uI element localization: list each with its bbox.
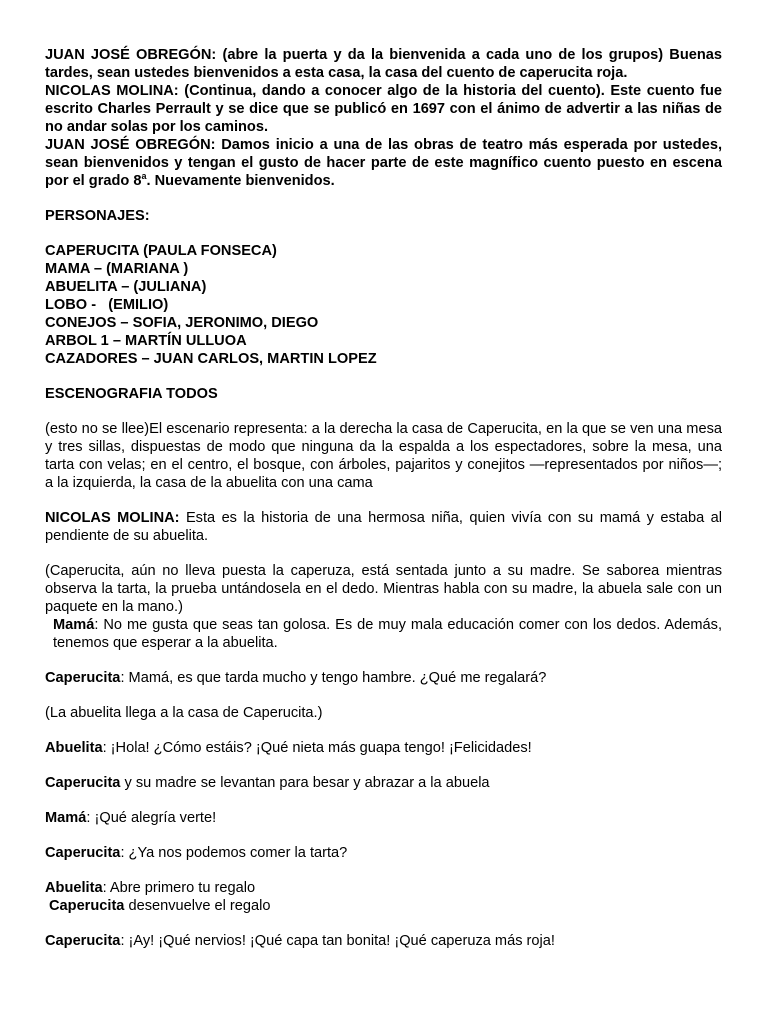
dialogue-text: Esta es la historia de una hermosa niña, quien vivía con su mamá y estaba al pendiente de su abuelita. bbox=[45, 510, 722, 544]
dialogue-line bbox=[45, 932, 722, 950]
character-item: CAPERUCITA (PAULA FONSECA) bbox=[45, 243, 277, 259]
intro-line-2-text: (Continua, dando a conocer algo de la historia del cuento). Este cuento fue escrito Charles Perrault y se dice que se publicó en 1697 con el ánimo de advertir a las niñas de no andar solas por los caminos. bbox=[45, 83, 722, 135]
dialogue-line bbox=[45, 774, 722, 792]
character-item: ABUELITA – (JULIANA) bbox=[45, 279, 207, 295]
dialogue-line bbox=[45, 844, 722, 862]
speaker-caperucita: Caperucita bbox=[45, 845, 121, 861]
dialogue-text: : Mamá, es que tarda mucho y tengo hambre. ¿Qué me regalará? bbox=[120, 670, 547, 686]
speaker-caperucita: Caperucita bbox=[45, 775, 121, 791]
intro-line-3-text: Damos inicio a una de las obras de teatro más esperada por ustedes, sean bienvenidos y tengan el gusto de hacer parte de este magnífico cuento puesto en escena por el grado 8 bbox=[45, 137, 722, 189]
dialogue-text: : ¿Ya nos podemos comer la tarta? bbox=[120, 845, 348, 861]
speaker-caperucita: Caperucita bbox=[49, 898, 125, 914]
speaker-juan-jose: JUAN JOSÉ OBREGÓN: bbox=[45, 137, 216, 153]
document-body bbox=[45, 46, 722, 950]
dialogue-text: y su madre se levantan para besar y abrazar a la abuela bbox=[120, 775, 490, 791]
dialogue-line bbox=[45, 879, 722, 897]
speaker-abuelita: Abuelita bbox=[45, 880, 103, 896]
dialogue-text: : ¡Hola! ¿Cómo estáis? ¡Qué nieta más guapa tengo! ¡Felicidades! bbox=[102, 740, 532, 756]
dialogue-line bbox=[45, 897, 722, 915]
dialogue-text: desenvuelve el regalo bbox=[124, 898, 271, 914]
speaker-caperucita: Caperucita bbox=[45, 670, 121, 686]
character-item: LOBO - (EMILIO) bbox=[45, 297, 169, 313]
speaker-nicolas: NICOLAS MOLINA: bbox=[45, 83, 179, 99]
speaker-juan-jose: JUAN JOSÉ OBREGÓN: bbox=[45, 47, 217, 63]
dialogue-line bbox=[45, 616, 722, 652]
speaker-abuelita: Abuelita bbox=[45, 740, 103, 756]
character-item: ARBOL 1 – MARTÍN ULLUOA bbox=[45, 333, 247, 349]
dialogue-text: : Abre primero tu regalo bbox=[102, 880, 256, 896]
stage-direction: (Caperucita, aún no lleva puesta la caperuza, está sentada junto a su madre. Se saborea mientras observa la tarta, la prueba untándosela en el dedo. Mientras habla con su madre, la abuela sale con un paquete en la mano.) bbox=[45, 563, 722, 615]
speaker-mama: Mamá bbox=[53, 617, 95, 633]
characters-list bbox=[45, 242, 722, 368]
stage-direction: (La abuelita llega a la casa de Caperucita.) bbox=[45, 705, 323, 721]
dialogue-text: : No me gusta que seas tan golosa. Es de muy mala educación comer con los dedos. Además, tenemos que esperar a la abuelita. bbox=[53, 617, 722, 651]
characters-heading: PERSONAJES: bbox=[45, 208, 150, 224]
dialogue-line bbox=[45, 669, 722, 687]
dialogue-line bbox=[45, 739, 722, 757]
dialogue-text: : ¡Qué alegría verte! bbox=[86, 810, 217, 826]
speaker-mama: Mamá bbox=[45, 810, 87, 826]
intro-line-1-text: (abre la puerta y da la bienvenida a cada uno de los grupos) Buenas tardes, sean ustedes bienvenidos a esta casa, la casa del cuento de caperucita roja. bbox=[45, 47, 723, 81]
character-item: CONEJOS – SOFIA, JERONIMO, DIEGO bbox=[45, 315, 319, 331]
character-item: MAMA – (MARIANA ) bbox=[45, 261, 189, 277]
narrator-line bbox=[45, 509, 722, 545]
intro-paragraph bbox=[45, 46, 722, 190]
speaker-caperucita: Caperucita bbox=[45, 933, 121, 949]
scenography-text: (esto no se llee)El escenario representa: a la derecha la casa de Caperucita, en la que se ven una mesa y tres sillas, dispuestas de modo que ninguna da la espalda a los espectadores, sobre la mesa, una tarta con velas; en el centro, el bosque, con árboles, pajaritos y conejitos —representados por niños—; a la izquierda, la casa de la abuelita con una cama bbox=[45, 421, 722, 491]
dialogue-text: : ¡Ay! ¡Qué nervios! ¡Qué capa tan bonita! ¡Qué caperuza más roja! bbox=[120, 933, 555, 949]
character-item: CAZADORES – JUAN CARLOS, MARTIN LOPEZ bbox=[45, 351, 377, 367]
intro-line-3-end: . Nuevamente bienvenidos. bbox=[146, 173, 335, 189]
scenography-heading: ESCENOGRAFIA TODOS bbox=[45, 386, 218, 402]
speaker-nicolas: NICOLAS MOLINA: bbox=[45, 510, 180, 526]
dialogue-line bbox=[45, 809, 722, 827]
grade-superscript: a bbox=[141, 171, 147, 182]
